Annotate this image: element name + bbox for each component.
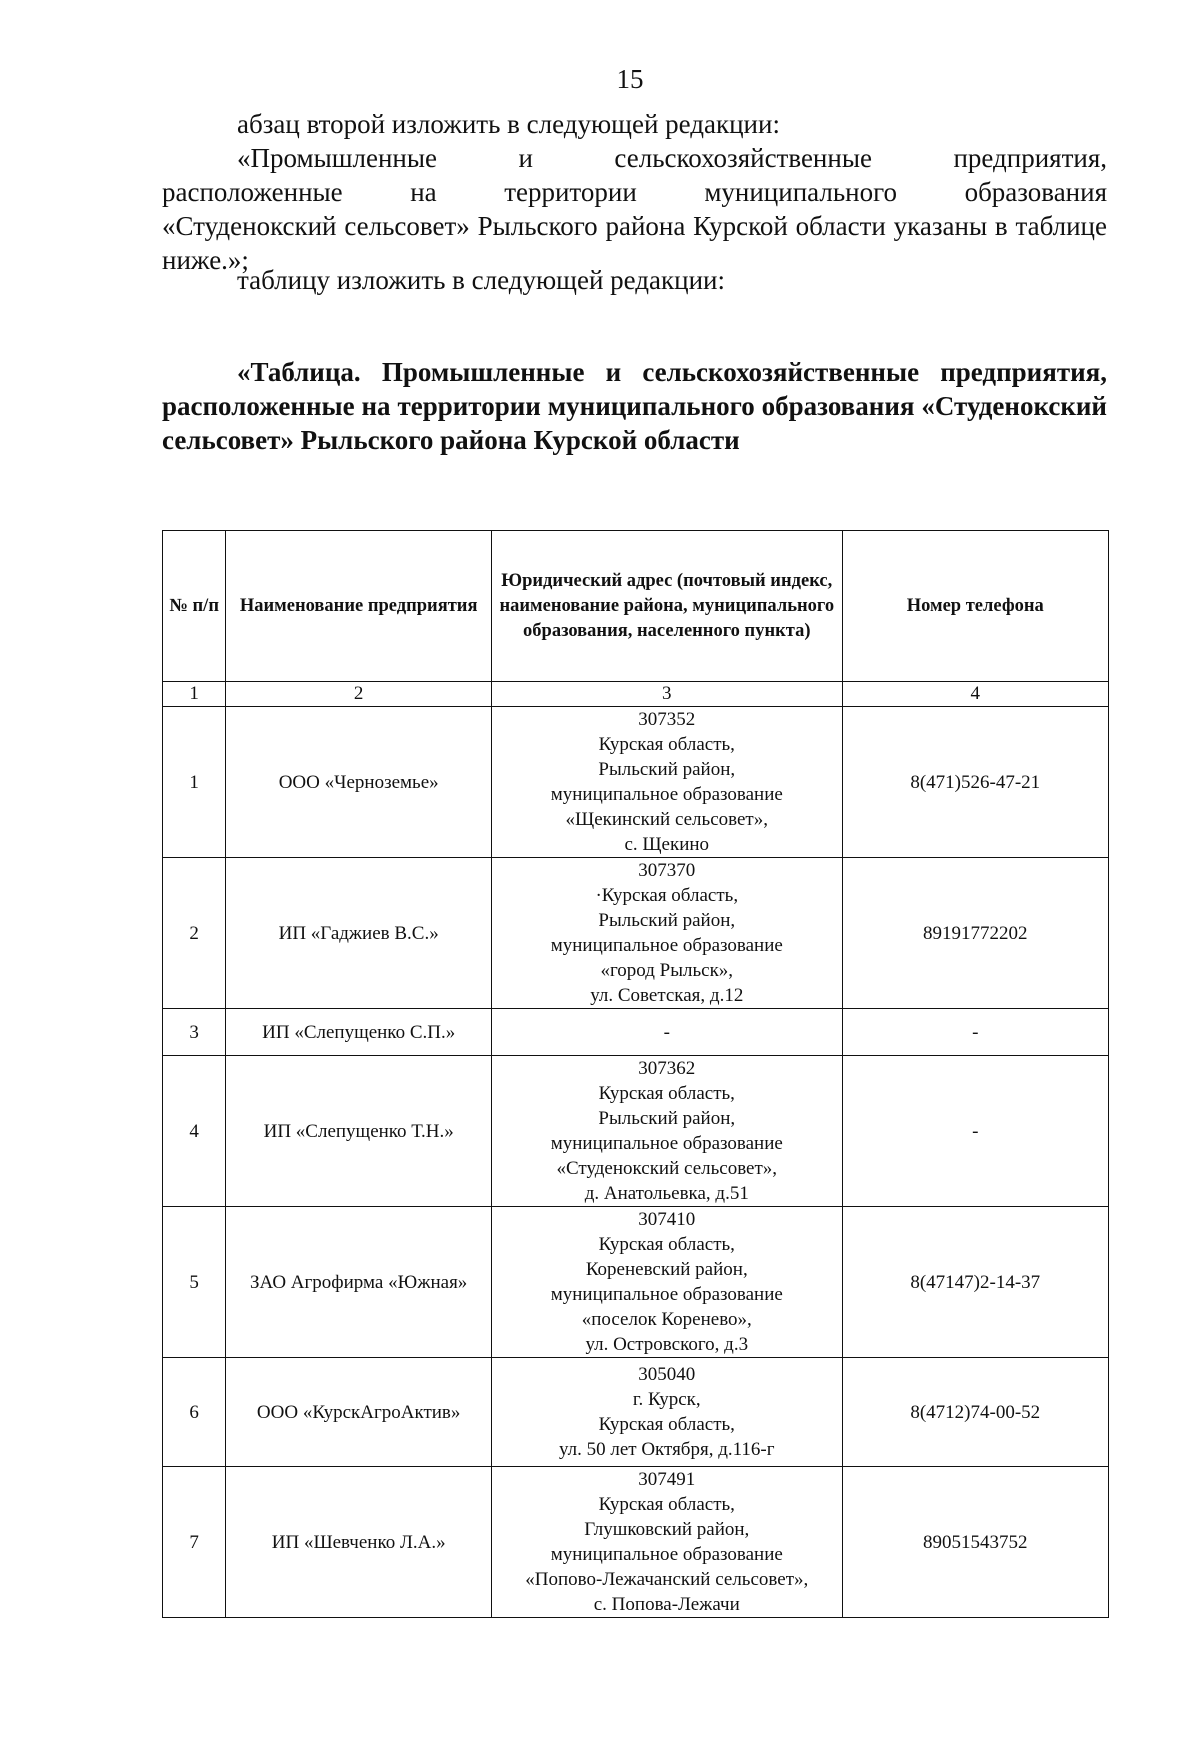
row-number: 4 [163,1056,226,1207]
enterprise-phone: - [842,1009,1108,1056]
column-number: 1 [163,682,226,707]
address-line: «Попово-Лежачанский сельсовет», [525,1569,809,1590]
header-phone: Номер телефона [842,531,1108,682]
enterprise-address [492,707,843,858]
enterprise-address [492,1467,843,1618]
address-line: Курская область, [598,1494,735,1515]
address-line: муниципальное образование [550,1284,783,1305]
address-line: муниципальное образование [550,1544,783,1565]
table-row [163,1207,1109,1358]
paragraph-1: абзац второй изложить в следующей редакции: [237,109,780,139]
address-line: ·Курская область, [595,885,739,906]
address-line: 307362 [638,1058,696,1079]
address-line: Курская область, [598,734,735,755]
row-number: 7 [163,1467,226,1618]
paragraph-2-line-2: расположенные на территории муниципального образования [162,177,1107,207]
enterprise-name: ИП «Шевченко Л.А.» [226,1467,492,1618]
address-line: г. Курск, [632,1389,701,1410]
row-number: 3 [163,1009,226,1056]
address-line: муниципальное образование [550,784,783,805]
table-row [163,707,1109,858]
address-line: 307370 [638,860,696,881]
enterprise-name: ИП «Слепущенко С.П.» [226,1009,492,1056]
address-line: Курская область, [598,1414,735,1435]
address-line: Курская область, [598,1083,735,1104]
enterprise-name: ИП «Гаджиев В.С.» [226,858,492,1009]
paragraph-2-line-1: «Промышленные и сельскохозяйственные предприятия, [237,143,1107,173]
table-header-row [163,531,1109,682]
column-number-row [163,682,1109,707]
address-line: «поселок Коренево», [581,1309,752,1330]
column-number: 4 [842,682,1108,707]
address-line: Рыльский район, [598,910,736,931]
header-name: Наименование предприятия [226,531,492,682]
address-line: с. Щекино [624,834,710,855]
enterprise-phone: 8(471)526-47-21 [842,707,1108,858]
address-line: 307410 [638,1209,696,1230]
address-line: «город Рыльск», [600,960,734,981]
enterprises-table [162,530,1109,1618]
address-line: 307491 [638,1469,696,1490]
enterprise-address [492,1207,843,1358]
paragraph-3: таблицу изложить в следующей редакции: [237,265,725,295]
address-line: муниципальное образование [550,1133,783,1154]
row-number: 2 [163,858,226,1009]
enterprise-phone: 89051543752 [842,1467,1108,1618]
enterprise-name: ИП «Слепущенко Т.Н.» [226,1056,492,1207]
enterprise-phone: 89191772202 [842,858,1108,1009]
enterprise-phone: - [842,1056,1108,1207]
address-line: - [663,1021,670,1043]
table-row [163,858,1109,1009]
address-line: ул. 50 лет Октября, д.116-г [558,1439,775,1460]
address-line: муниципальное образование [550,935,783,956]
table-row [163,1056,1109,1207]
header-number: № п/п [163,531,226,682]
address-line: ул. Островского, д.3 [585,1334,749,1355]
address-line: «Студенокский сельсовет», [556,1158,778,1179]
enterprise-name: ООО «Черноземье» [226,707,492,858]
column-number: 2 [226,682,492,707]
address-line: Кореневский район, [585,1259,748,1280]
table-row [163,1009,1109,1056]
address-line: Курская область, [598,1234,735,1255]
address-line: 307352 [638,709,696,730]
column-number: 3 [492,682,843,707]
enterprise-address [492,1056,843,1207]
enterprise-phone: 8(47147)2-14-37 [842,1207,1108,1358]
row-number: 6 [163,1358,226,1467]
address-line: Рыльский район, [598,1108,736,1129]
address-line: д. Анатольевка, д.51 [584,1183,749,1204]
enterprise-address [492,1009,843,1056]
enterprise-address [492,858,843,1009]
address-line: ул. Советская, д.12 [590,985,744,1006]
row-number: 5 [163,1207,226,1358]
enterprise-name: ЗАО Агрофирма «Южная» [226,1207,492,1358]
enterprise-address [492,1358,843,1467]
page-number: 15 [616,64,644,94]
address-line: Рыльский район, [598,759,736,780]
table-row [163,1467,1109,1618]
address-line: «Щекинский сельсовет», [565,809,768,830]
paragraph-2-rest: «Студенокский сельсовет» Рыльского района Курской области указаны в таблице ниже.»; [162,211,1107,275]
address-line: Глушковский район, [584,1519,750,1540]
enterprise-name: ООО «КурскАгроАктив» [226,1358,492,1467]
address-line: с. Попова-Лежачи [593,1594,740,1615]
address-line: 305040 [638,1364,696,1385]
table-title: «Таблица. Промышленные и сельскохозяйственные предприятия, расположенные на территории муниципального образования «Студенокский сельсовет» Рыльского района Курской области [162,357,1107,455]
enterprise-phone: 8(4712)74-00-52 [842,1358,1108,1467]
table-row [163,1358,1109,1467]
row-number: 1 [163,707,226,858]
header-address: Юридический адрес (почтовый индекс, наименование района, муниципального образования, населенного пункта) [492,531,843,682]
